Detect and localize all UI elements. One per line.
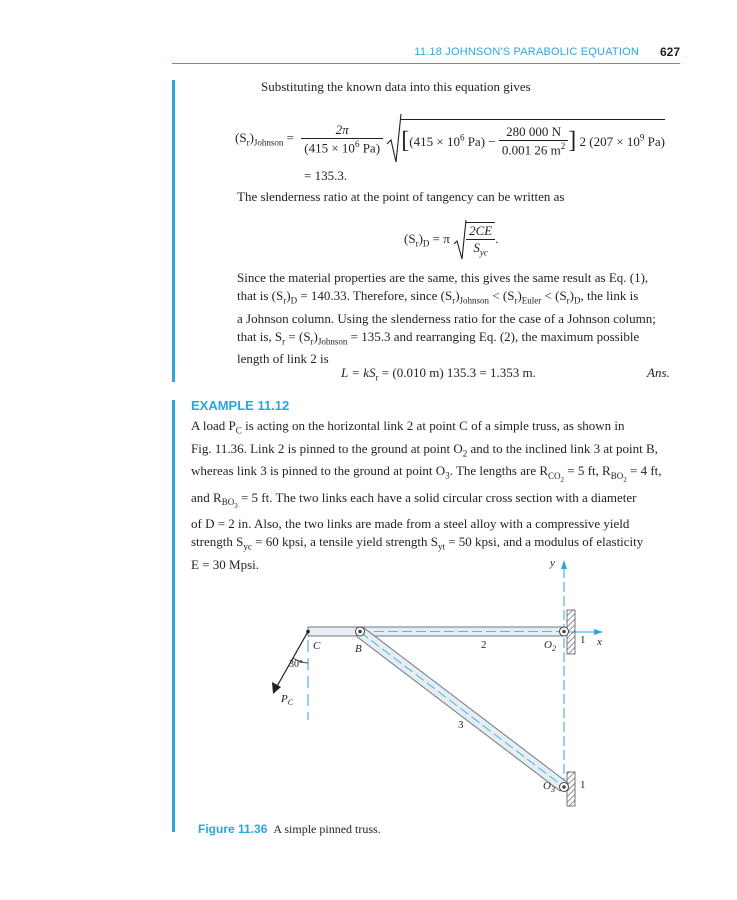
label-ground-1-bottom: 1 bbox=[580, 779, 586, 791]
label-angle: 30° bbox=[289, 659, 303, 670]
label-ground-1-top: 1 bbox=[580, 634, 586, 646]
label-pc: $P_C$ bbox=[281, 693, 294, 708]
running-head: 11.18 JOHNSON'S PARABOLIC EQUATION bbox=[414, 46, 639, 58]
label-o2: $O_2$ bbox=[544, 639, 556, 654]
figure-caption-label: Figure 11.36 bbox=[198, 822, 268, 836]
label-y: y bbox=[550, 557, 555, 569]
answer-marker: Ans. bbox=[647, 365, 670, 380]
x-axis-arrow bbox=[594, 629, 603, 635]
equation-slenderness-d: $(S_r)_D = \pi$ $\frac{2CE}{S_{yc}}$ . bbox=[404, 218, 498, 262]
figure-caption bbox=[198, 822, 381, 837]
equation-length: $L = kS_r = (0.010$ m) 135.3 = 1.353 m. bbox=[341, 365, 536, 383]
paragraph-johnson-column: Since the material properties are the same, this gives the same result as Eq. (1), that is $(S_r)_D = 140.33$. Therefore, since $(S_r)_{Johnson} < (S_r)_{Euler} < (S_r)_D$, the link is a Johnson column. Using the slenderness ratio for the case of a Johnson column; that is, $S_r = (S_r)_{Johnson} = 135.3$ and rearranging Eq. (2), the maximum possible length of link 2 is bbox=[237, 270, 656, 367]
equation-johnson-result: = 135.3. bbox=[304, 168, 348, 183]
y-axis-arrow bbox=[561, 560, 567, 569]
label-x: x bbox=[597, 636, 602, 648]
example-title: EXAMPLE 11.12 bbox=[191, 398, 290, 413]
example-text: A load $P_C$ is acting on the horizontal link 2 at point C of a simple truss, as shown in Fig. 11.36. Link 2 is pinned to the ground at point $O_2$ and to the inclined link 3 at point B, whereas link 3 is pinned to the ground at point $O_3$. The lengths are $R_{CO_2} = 5$ ft, $R_{BO_2} = 4$ ft, and $R_{BO_3} = 5$ ft. The two links each have a solid circular cross section with a diameter of D = 2 in. Also, the two links are made from a steel alloy with a compressive yield strength $S_{yc} = 60$ kpsi, a tensile yield strength $S_{yt} = 50$ kpsi, and a modulus of elasticity E = 30 Mpsi. bbox=[191, 418, 662, 572]
load-pc-arrowhead bbox=[272, 682, 281, 694]
page-number: 627 bbox=[659, 45, 680, 59]
figure-caption-text: A simple pinned truss. bbox=[273, 822, 381, 836]
label-link-2: 2 bbox=[481, 639, 487, 651]
label-link-3: 3 bbox=[458, 719, 464, 731]
label-c: C bbox=[313, 640, 321, 652]
equation-johnson: $(S_r)_{Johnson}$ = $\frac{2\pi}{(415 \times 10^6 Pa)}$ [($415 \times 10^6$ Pa) − $\frac{280 000 N}{0.001 26 m^2}$ ] 2 ($207 \times 10^9$ Pa) bbox=[235, 112, 665, 166]
link-3-centerline bbox=[360, 632, 564, 787]
label-b: B bbox=[355, 643, 362, 655]
label-o3: $O_3$ bbox=[543, 780, 555, 795]
slenderness-text: The slenderness ratio at the point of tangency can be written as bbox=[237, 189, 565, 204]
intro-text: Substituting the known data into this equation gives bbox=[261, 79, 531, 94]
